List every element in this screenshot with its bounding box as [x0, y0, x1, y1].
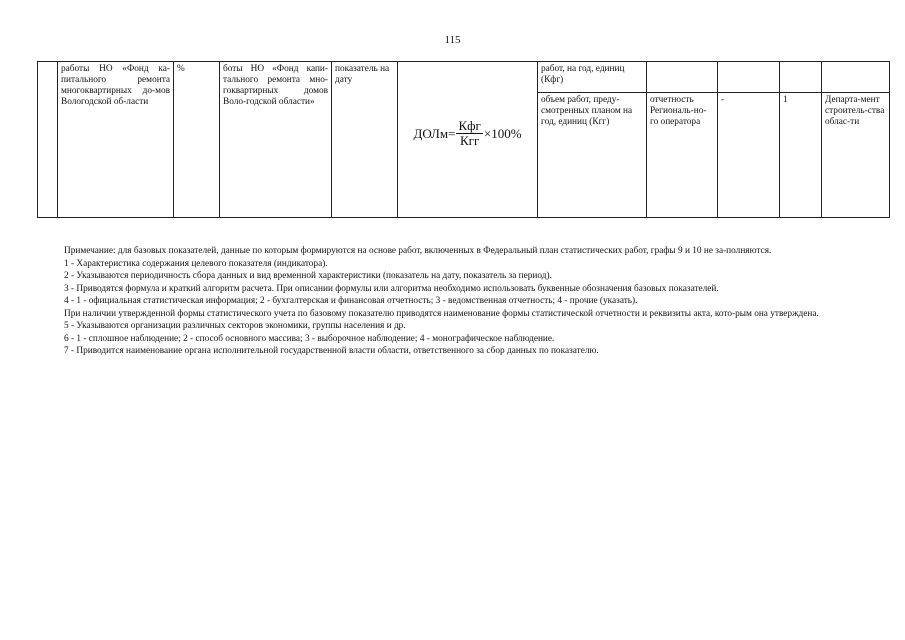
table-cell-unit: % — [174, 62, 220, 218]
formula-numerator: Кфг — [458, 118, 481, 134]
note-line: 3 - Приводятся формула и краткий алгоритм расчета. При описании формулы или алгоритма необходимо использовать буквенные обозначения базовых показателей. — [64, 283, 719, 294]
table-cell-method: - — [718, 93, 780, 218]
table-cell-responsible: Департа-мент строитель-ства облас-ти — [822, 93, 890, 218]
formula-suffix: ×100% — [483, 125, 522, 141]
indicator-table — [37, 61, 890, 218]
note-line: 5 - Указываются организации различных секторов экономики, группы населения и др. — [64, 321, 406, 331]
note-line: 1 - Характеристика содержания целевого показателя (индикатора). — [64, 258, 328, 269]
notes-section — [64, 245, 854, 358]
note-line: 4 - 1 - официальная статистическая информация; 2 - бухгалтерская и финансовая отчетность; 3 - ведомственная отчетность; 4 - прочие (указать). — [64, 296, 638, 306]
table-cell-formula — [398, 62, 538, 218]
table-cell-definition-tail: работы НО «Фонд ка-питального ремонта многоквартирных до-мов Вологодской об-ласти — [58, 62, 174, 218]
note-line: 2 - Указываются периодичность сбора данных и вид временной характеристики (показатель на дату, показатель за период). — [64, 271, 552, 281]
note-line: При наличии утвержденной формы статистического учета по базовому показателю приводятся наименование формы статистической отчетности и реквизиты акта, кото-рым она утверждена. — [64, 308, 819, 319]
table-cell-code: 1 — [780, 93, 822, 218]
table-cell-empty — [647, 62, 718, 93]
table-cell-empty — [718, 62, 780, 93]
note-line: Примечание: для базовых показателей, данные по которым формируются на основе работ, включенных в Федеральный план статистических работ, графы 9 и 10 не за-полняются. — [64, 246, 772, 256]
note-line: 6 - 1 - сплошное наблюдение; 2 - способ основного массива; 3 - выборочное наблюдение; 4 - монографическое наблюдение. — [64, 333, 555, 344]
formula-denominator: Кгг — [459, 133, 480, 149]
note-line: 7 - Приводится наименование органа исполнительной государственной власти области, ответственного за сбор данных по показателю. — [64, 346, 599, 356]
page-number: 115 — [444, 34, 461, 46]
table-cell-periodicity: показатель на дату — [332, 62, 398, 218]
table-cell-base-indicator: объем работ, преду-смотренных планом на год, единиц (Кгг) — [538, 93, 647, 218]
formula-lhs: ДОЛм= — [413, 125, 456, 141]
table-cell-empty — [822, 62, 890, 93]
table-cell-base-indicator-top: работ, на год, единиц (Кфг) — [538, 62, 647, 93]
table-cell-empty — [780, 62, 822, 93]
table-cell-index — [38, 62, 58, 218]
table-cell-characteristic: боты НО «Фонд капи-тального ремонта мно-гоквартирных домов Воло-годской области» — [220, 62, 332, 218]
formula — [413, 119, 521, 148]
formula-fraction — [456, 119, 482, 148]
table-cell-source: отчетность Региональ-но-го оператора — [647, 93, 718, 218]
